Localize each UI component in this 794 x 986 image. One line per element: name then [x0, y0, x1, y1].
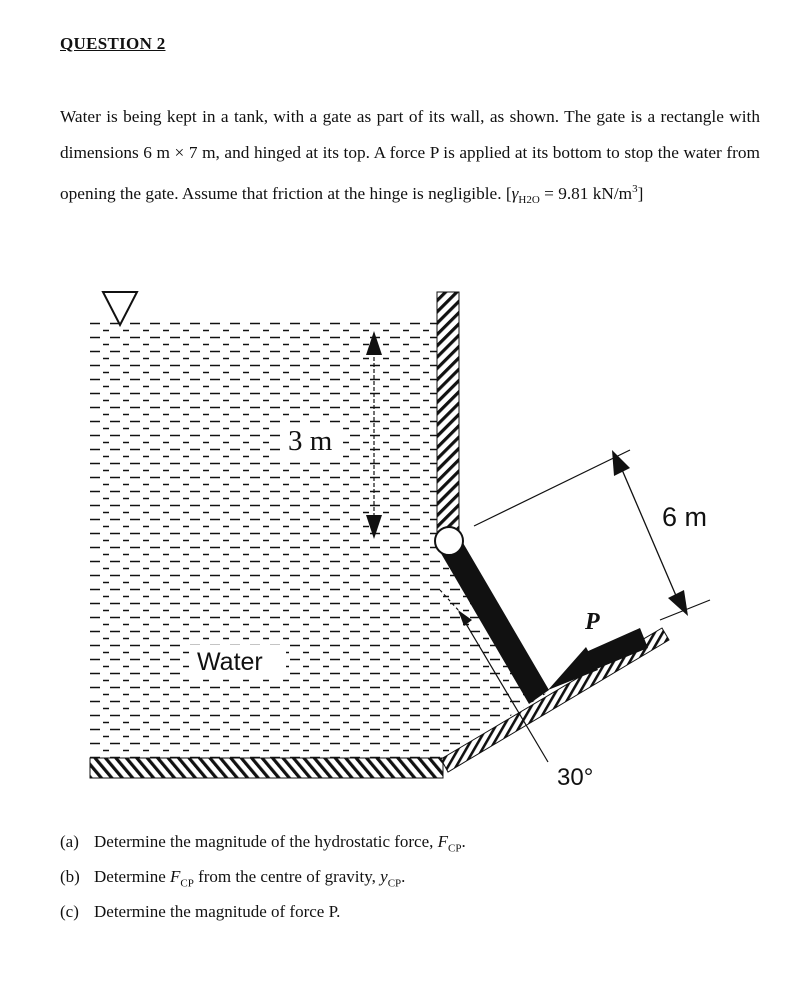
task-symbol-secondary: y — [380, 867, 388, 886]
task-text-continued: from the centre of gravity, — [193, 867, 381, 886]
tank-wall — [437, 292, 459, 537]
problem-close-bracket: ] — [637, 183, 644, 203]
task-symbol: F — [170, 867, 181, 886]
hinge-icon — [435, 527, 463, 555]
task-subscript: CP — [448, 842, 462, 855]
task-list — [60, 830, 466, 935]
force-label: P — [585, 609, 600, 635]
gate-length-arrow-down-icon — [668, 590, 688, 616]
task-subscript-secondary: CP — [387, 877, 402, 890]
task-symbol: F — [437, 832, 449, 851]
task-tail: . — [401, 867, 406, 886]
gate-length-dimension-line — [620, 465, 680, 605]
task-label: (b) — [60, 867, 80, 886]
tank-gate-diagram — [0, 280, 794, 820]
tank-floor — [90, 758, 443, 778]
task-item-b — [60, 865, 466, 900]
task-item-c — [60, 900, 466, 935]
task-subscript: CP — [180, 877, 194, 890]
gate-length-label: 6 m — [662, 502, 708, 532]
task-text: Determine the magnitude of the hydrostatic force, — [94, 832, 438, 851]
angle-label: 30° — [557, 764, 594, 791]
task-label: (c) — [60, 902, 79, 921]
fluid-label: Water — [197, 648, 263, 676]
task-text: Determine the magnitude of force P. — [94, 902, 341, 921]
extension-line-top — [474, 450, 630, 526]
question-heading: QUESTION 2 — [60, 34, 166, 53]
problem-text: Water is being kept in a tank, with a gate as part of its wall, as shown. The gate is a rectangle with dimensions 6 m × 7 m, and hinged at its top. A force P is applied at its bottom to stop the water from opening the gate. Assume that friction at the hinge is negligible. [ — [60, 107, 760, 203]
depth-label: 3 m — [288, 425, 333, 457]
task-item-a — [60, 830, 466, 865]
water-region — [90, 322, 547, 758]
gamma-subscript: H2O — [518, 194, 540, 207]
gamma-exponent: 3 — [632, 183, 638, 195]
free-surface-symbol — [103, 292, 137, 325]
task-label: (a) — [60, 832, 79, 851]
problem-statement — [60, 99, 760, 218]
gamma-symbol: γ — [511, 183, 519, 203]
task-text: Determine — [94, 867, 170, 886]
task-tail: . — [461, 832, 466, 851]
gamma-value: = 9.81 kN/m — [539, 183, 633, 203]
